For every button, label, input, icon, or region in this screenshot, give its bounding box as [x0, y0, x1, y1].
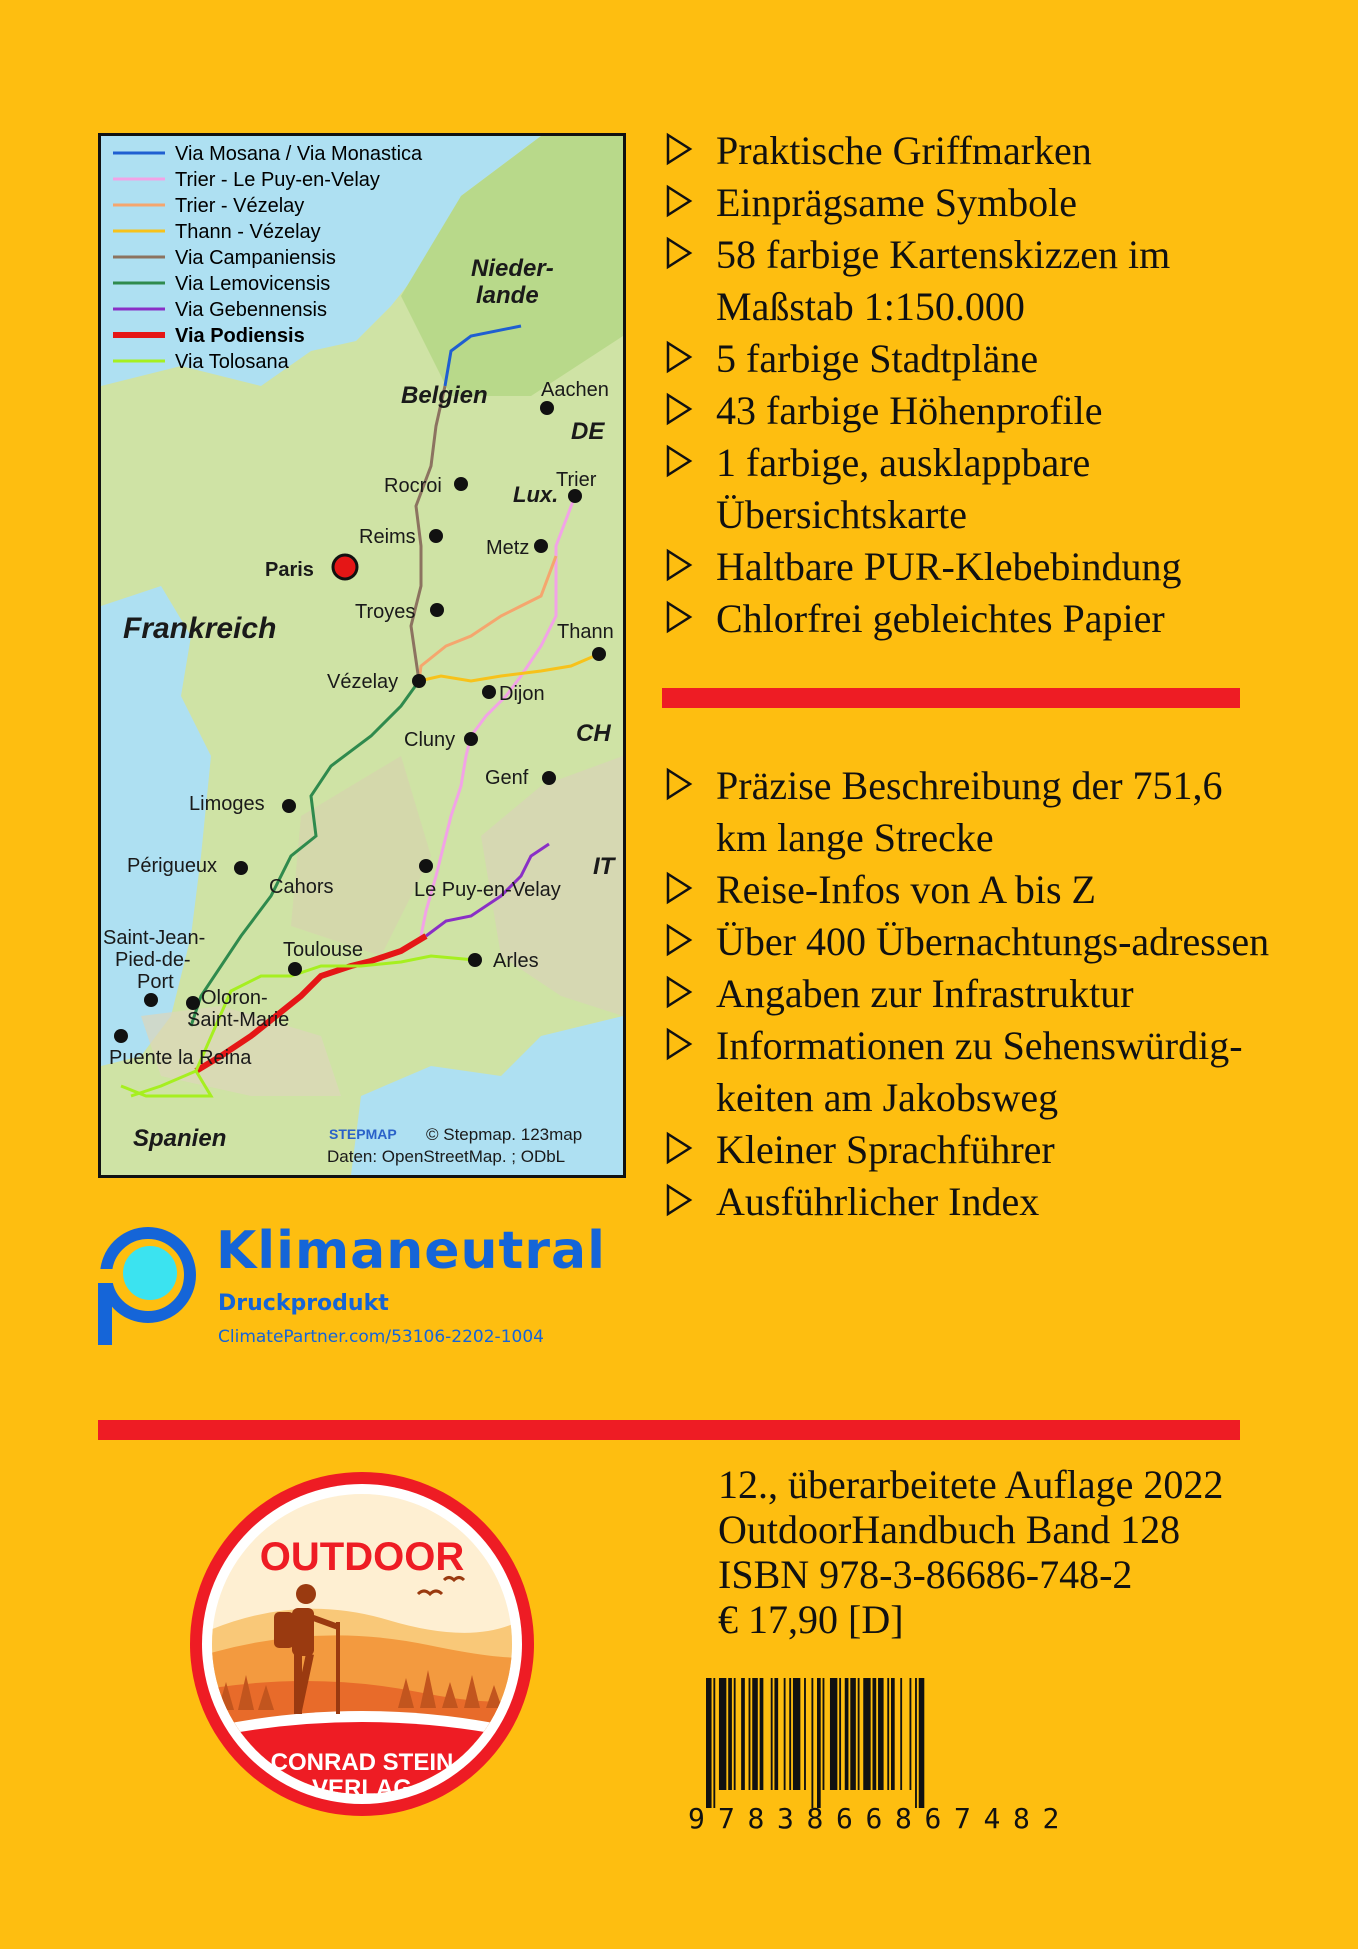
- badge-bottom-text: VERLAG: [311, 1775, 413, 1802]
- city-marker: [568, 489, 582, 503]
- map-credit: © Stepmap. 123map: [426, 1125, 583, 1144]
- country-label: Belgien: [401, 382, 488, 409]
- svg-text:Thann - Vézelay: Thann - Vézelay: [175, 221, 321, 243]
- city-label: Genf: [485, 767, 529, 789]
- barcode-bar: [784, 1678, 786, 1790]
- city-label: Troyes: [355, 601, 416, 623]
- barcode-bar: [774, 1678, 778, 1790]
- city-label: Trier: [556, 469, 597, 491]
- svg-text:Via Campaniensis: Via Campaniensis: [175, 247, 336, 269]
- legend-item: [113, 143, 423, 165]
- city-label: Arles: [493, 950, 539, 972]
- legend-item: [113, 221, 321, 243]
- list-item: Einprägsame Symbole: [660, 177, 1280, 229]
- list-item: Ausführlicher Index: [660, 1176, 1280, 1228]
- barcode-digit: 7: [954, 1802, 971, 1835]
- klima-url: ClimatePartner.com/53106-2202-1004: [218, 1327, 544, 1347]
- triangle-bullet-icon: [666, 341, 692, 373]
- barcode-digit: 2: [1042, 1802, 1060, 1835]
- city-marker: [234, 861, 248, 875]
- paris-marker: [333, 555, 357, 579]
- map-credit: Daten: OpenStreetMap. ; ODbL: [327, 1147, 566, 1166]
- city-marker: [144, 993, 158, 1007]
- triangle-bullet-icon: [666, 1028, 692, 1060]
- triangle-bullet-icon: [666, 924, 692, 956]
- list-item: 5 farbige Stadtpläne: [660, 333, 1280, 385]
- city-label: Thann: [557, 621, 614, 643]
- barcode-bar: [734, 1678, 736, 1790]
- barcode-bar: [752, 1678, 758, 1790]
- barcode-bar: [891, 1678, 895, 1790]
- city-marker: [592, 647, 606, 661]
- barcode-digit: 9: [688, 1802, 705, 1835]
- city-marker: [419, 859, 433, 873]
- barcode-bar: [830, 1678, 837, 1790]
- country-label: IT: [593, 853, 615, 880]
- barcode-bar: [817, 1678, 821, 1808]
- city-marker: [534, 539, 548, 553]
- barcode-bar: [850, 1678, 856, 1790]
- barcode-bar: [915, 1678, 917, 1808]
- barcode-digit: 6: [836, 1802, 853, 1835]
- barcode-bar: [887, 1678, 889, 1790]
- svg-text:Via Gebennensis: Via Gebennensis: [175, 299, 327, 321]
- list-item: Haltbare PUR-Klebebindung: [660, 541, 1280, 593]
- list-item: Kleiner Sprachführer: [660, 1124, 1280, 1176]
- stepmap-logo: STEPMAP: [329, 1126, 397, 1142]
- city-label: Port: [137, 971, 174, 993]
- svg-text:Via Mosana / Via Monastica: Via Mosana / Via Monastica: [175, 143, 423, 165]
- barcode-bar: [839, 1678, 841, 1790]
- city-label: Rocroi: [384, 475, 442, 497]
- badge-bottom-text: CONRAD STEIN: [270, 1749, 454, 1776]
- city-marker: [186, 996, 200, 1010]
- barcode-bar: [878, 1678, 884, 1790]
- legend-item: [113, 169, 380, 191]
- barcode-bar: [863, 1678, 870, 1790]
- barcode-bar: [873, 1678, 877, 1790]
- barcode-bar: [771, 1678, 773, 1790]
- city-marker: [412, 674, 426, 688]
- list-item: Informationen zu Sehenswürdig-keiten am Jakobsweg: [660, 1020, 1280, 1124]
- svg-text:Via Tolosana: Via Tolosana: [175, 351, 289, 373]
- country-label: lande: [476, 282, 539, 309]
- barcode-bar: [789, 1678, 791, 1790]
- city-marker: [454, 477, 468, 491]
- triangle-bullet-icon: [666, 185, 692, 217]
- city-label: Cahors: [269, 876, 334, 898]
- city-marker: [282, 799, 296, 813]
- barcode-bar: [858, 1678, 860, 1790]
- barcode-bar: [845, 1678, 849, 1790]
- triangle-bullet-icon: [666, 976, 692, 1008]
- barcode-bar: [713, 1678, 715, 1808]
- legend-item: [113, 299, 327, 321]
- barcode-digit: 6: [924, 1802, 942, 1835]
- city-label: Pied-de-: [115, 949, 191, 971]
- city-marker: [482, 685, 496, 699]
- red-divider: [662, 688, 1240, 708]
- city-label: Le Puy-en-Velay: [414, 879, 561, 901]
- svg-text:Trier - Vézelay: Trier - Vézelay: [175, 195, 305, 217]
- triangle-bullet-icon: [666, 768, 692, 800]
- barcode-digit: 8: [747, 1802, 765, 1835]
- triangle-bullet-icon: [666, 133, 692, 165]
- barcode-digit: 6: [865, 1802, 883, 1835]
- triangle-bullet-icon: [666, 393, 692, 425]
- city-label: Limoges: [189, 793, 265, 815]
- klimaneutral-badge: [96, 1221, 636, 1347]
- series-line: OutdoorHandbuch Band 128: [718, 1507, 1181, 1552]
- list-item: Reise-Infos von A bis Z: [660, 864, 1280, 916]
- barcode-bar: [728, 1678, 732, 1790]
- barcode-digit: 4: [983, 1802, 1001, 1835]
- city-marker: [288, 962, 302, 976]
- city-label: Dijon: [499, 683, 545, 705]
- barcode-bar: [910, 1678, 912, 1790]
- barcode-bar: [749, 1678, 751, 1790]
- klima-title: Klimaneutral: [216, 1221, 606, 1281]
- barcode-bar: [741, 1678, 745, 1790]
- triangle-bullet-icon: [666, 872, 692, 904]
- city-label: Metz: [486, 537, 530, 559]
- city-marker: [430, 603, 444, 617]
- barcode-bar: [811, 1678, 813, 1808]
- country-label: Nieder-: [471, 255, 554, 282]
- city-label: Saint-Marie: [187, 1009, 290, 1031]
- barcode-bar: [760, 1678, 764, 1790]
- city-marker: [464, 732, 478, 746]
- barcode-bar: [719, 1678, 726, 1790]
- feature-list-2: [660, 760, 1280, 1228]
- barcode-digit: 8: [1013, 1802, 1030, 1835]
- barcode-digit: 7: [718, 1802, 735, 1835]
- isbn-barcode: [688, 1678, 1096, 1838]
- list-item: Praktische Griffmarken: [660, 125, 1280, 177]
- country-label: Lux.: [513, 482, 559, 507]
- city-marker: [114, 1029, 128, 1043]
- legend-item: [113, 351, 290, 373]
- badge-top-text: OUTDOOR: [259, 1535, 465, 1579]
- outdoor-publisher-badge: [188, 1470, 536, 1818]
- list-item: 58 farbige Kartenskizzen im Maßstab 1:150.000: [660, 229, 1280, 333]
- triangle-bullet-icon: [666, 549, 692, 581]
- barcode-bar: [706, 1678, 712, 1808]
- svg-text:Trier - Le Puy-en-Velay: Trier - Le Puy-en-Velay: [175, 169, 380, 191]
- city-label: Cluny: [404, 729, 456, 751]
- route-map: [98, 133, 626, 1178]
- barcode-bar: [823, 1678, 825, 1790]
- barcode-bar: [919, 1678, 925, 1808]
- edition-line: 12., überarbeitete Auflage 2022: [718, 1462, 1224, 1507]
- barcode-digit: 8: [806, 1802, 824, 1835]
- list-item: Chlorfrei gebleichtes Papier: [660, 593, 1280, 645]
- country-label: Spanien: [133, 1125, 227, 1152]
- city-marker: [429, 529, 443, 543]
- climatepartner-logo-icon: [96, 1225, 200, 1345]
- city-marker: [468, 953, 482, 967]
- legend-item: [113, 273, 330, 295]
- svg-text:Via Lemovicensis: Via Lemovicensis: [175, 273, 331, 295]
- barcode-bar: [804, 1678, 806, 1790]
- city-marker: [542, 771, 556, 785]
- city-label: Puente la Reina: [109, 1047, 252, 1069]
- list-item: Angaben zur Infrastruktur: [660, 968, 1280, 1020]
- country-label: Frankreich: [123, 612, 277, 645]
- triangle-bullet-icon: [666, 445, 692, 477]
- triangle-bullet-icon: [666, 237, 692, 269]
- city-label: Oloron-: [201, 987, 268, 1009]
- triangle-bullet-icon: [666, 1132, 692, 1164]
- city-label: Paris: [265, 559, 314, 581]
- svg-text:Via Podiensis: Via Podiensis: [175, 325, 305, 347]
- triangle-bullet-icon: [666, 601, 692, 633]
- isbn-line: ISBN 978-3-86686-748-2: [718, 1552, 1133, 1597]
- legend-item: [113, 247, 336, 269]
- barcode-bar: [793, 1678, 800, 1790]
- barcode-bar: [900, 1678, 902, 1790]
- country-label: DE: [571, 418, 605, 445]
- city-label: Aachen: [541, 379, 609, 401]
- city-label: Vézelay: [327, 671, 399, 693]
- barcode-digit: 3: [777, 1802, 794, 1835]
- list-item: Über 400 Übernachtungs-adressen: [660, 916, 1280, 968]
- country-label: CH: [576, 720, 611, 747]
- list-item: Präzise Beschreibung der 751,6 km lange Strecke: [660, 760, 1280, 864]
- barcode-digit: 8: [895, 1802, 912, 1835]
- feature-list-1: [660, 125, 1280, 645]
- city-marker: [540, 401, 554, 415]
- legend-item: [113, 325, 305, 347]
- legend-item: [113, 195, 304, 217]
- city-label: Saint-Jean-: [103, 927, 206, 949]
- city-label: Reims: [359, 526, 416, 548]
- barcode-digits: [688, 1802, 1059, 1835]
- city-label: Périgueux: [127, 855, 218, 877]
- city-label: Toulouse: [283, 939, 364, 961]
- triangle-bullet-icon: [666, 1184, 692, 1216]
- red-divider: [98, 1420, 1240, 1440]
- barcode-bars: [706, 1678, 924, 1808]
- klima-subtitle: Druckprodukt: [218, 1291, 389, 1316]
- price-line: € 17,90 [D]: [718, 1597, 904, 1642]
- list-item: 43 farbige Höhenprofile: [660, 385, 1280, 437]
- list-item: 1 farbige, ausklappbare Übersichtskarte: [660, 437, 1280, 541]
- publication-info: [718, 1462, 1223, 1642]
